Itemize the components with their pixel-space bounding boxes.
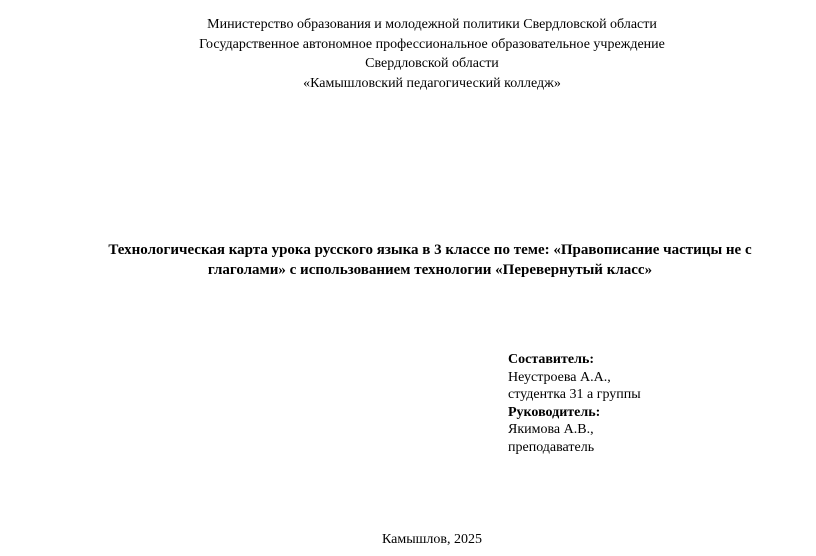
ministry-line: Министерство образования и молодежной политики Свердловской области <box>207 17 657 32</box>
supervisor-role: преподаватель <box>508 439 595 455</box>
institution-header <box>0 15 816 93</box>
compiler-label: Составитель: <box>508 352 595 367</box>
region-line: Свердловской области <box>365 56 499 71</box>
city-year-footer: Камышлов, 2025 <box>381 532 482 547</box>
compiler-name: Неустроева А.А., <box>508 369 611 385</box>
supervisor-name: Якимова А.В., <box>508 422 594 437</box>
institution-type-line: Государственное автономное профессиональное образовательное учреждение <box>199 36 665 52</box>
authors-block <box>508 351 641 456</box>
supervisor-label: Руководитель: <box>508 404 601 420</box>
college-name-line: «Камышловский педагогический колледж» <box>303 75 561 91</box>
title-line-1: Технологическая карта урока русского языка в 3 классе по теме: «Правописание частицы не с <box>108 242 752 258</box>
title-line-2: глаголами» с использованием технологии «Перевернутый класс» <box>207 262 653 278</box>
compiler-role: студентка 31 а группы <box>508 387 641 402</box>
document-title <box>60 240 800 280</box>
